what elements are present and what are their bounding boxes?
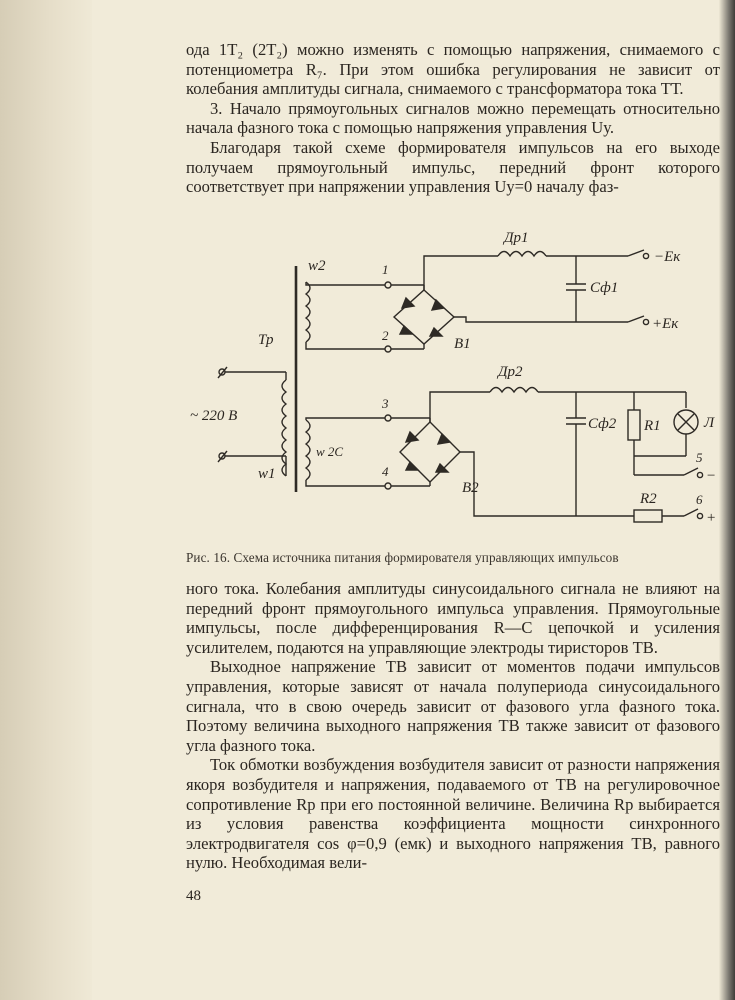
circuit-diagram	[186, 230, 726, 530]
paragraph: ного тока. Колебания амплитуды синусоидального сигнала не влияют на передний фронт прямоугольного импульса управления. Прямоугольные импульсы, после дифференцирования R—C цепочкой и усиления усилителем, подаются на управляющие электроды тиристоров ТВ.	[186, 579, 720, 657]
page-number: 48	[186, 888, 201, 904]
paragraph: Выходное напряжение ТВ зависит от моментов подачи импульсов управления, которые зависят от начала полупериода синусоидального сигнала, что в свою очередь зависит от фазового угла фазного тока. Поэтому величина выходного напряжения ТВ также зависит от фазового угла фазного тока.	[186, 657, 720, 755]
label-node3: 3	[382, 396, 389, 411]
choke-dr1	[498, 252, 546, 257]
label-node1: 1	[382, 262, 389, 277]
page-gutter	[0, 0, 92, 1000]
wire	[306, 418, 386, 420]
terminal-5	[697, 472, 702, 477]
node-1	[385, 282, 391, 288]
paragraph: ода 1T₂ (2T₂) можно изменять с помощью напряжения, снимаемого с потенциометра R₇. При этом ошибка регулирования не зависит от колебания амплитуды сигнала, снимаемого с трансформатора тока ТТ.	[186, 40, 720, 99]
secondary-winding-w2c	[306, 420, 310, 480]
label-b1: В1	[454, 336, 471, 352]
wire	[430, 392, 490, 422]
resistor-r1	[628, 410, 640, 440]
node-4	[385, 483, 391, 489]
label-r1: R1	[644, 418, 661, 434]
paragraph: 3. Начало прямоугольных сигналов можно перемещать относительно начала фазного тока с помощью напряжения управления Uу.	[186, 98, 720, 138]
choke-dr2	[490, 388, 538, 393]
secondary-winding-w2	[306, 282, 310, 342]
wire	[454, 317, 576, 322]
wire	[424, 256, 498, 290]
label-ek-minus: −Ек	[654, 249, 681, 265]
figure-caption: Рис. 16. Схема источника питания формирователя управляющих импульсов	[186, 550, 619, 565]
label-ek-plus: +Ек	[652, 316, 679, 332]
switch	[628, 316, 644, 322]
bridge-b1	[394, 290, 454, 344]
diode	[432, 300, 444, 310]
diode	[406, 432, 418, 442]
resistor-r2	[634, 510, 662, 522]
label-node5: 5	[696, 450, 703, 465]
label-r2: R2	[640, 491, 657, 507]
wire	[306, 480, 386, 486]
diode	[402, 298, 414, 308]
switch	[628, 250, 644, 256]
label-dr1: Др1	[504, 230, 529, 246]
top-text-block	[186, 40, 720, 197]
label-lamp: Л	[704, 415, 715, 431]
node-2	[385, 346, 391, 352]
terminal	[643, 319, 648, 324]
label-plus: +	[706, 510, 717, 526]
bridge-b2	[400, 422, 460, 482]
label-cf2: Сф2	[588, 416, 617, 432]
paragraph: Ток обмотки возбуждения возбудителя зависит от разности напряжения якоря возбудителя и напряжения, подаваемого от ТВ на регулировочное сопротивление Rр при его постоянной величине. Величина Rр выбирается из условия равенства коэффициента мощности синхронного электродвигателя cos φ=0,9 (емк) и выходного напряжения ТВ, равного нулю. Необходимая вели-	[186, 755, 720, 873]
label-minus: −	[706, 468, 717, 484]
label-tr: Тр	[258, 332, 274, 348]
wire	[306, 282, 386, 285]
label-220v: ~ 220 В	[190, 408, 238, 424]
terminal-6	[697, 513, 702, 518]
diode	[400, 326, 412, 334]
wire	[306, 342, 386, 349]
label-b2: В2	[462, 480, 479, 496]
label-node4: 4	[382, 464, 389, 479]
switch	[684, 509, 698, 516]
paragraph: Благодаря такой схеме формирователя импульсов на его выходе получаем прямоугольный импульс, передний фронт которого соответствует при напряжении управления Uу=0 началу фаз-	[186, 137, 720, 197]
node-3	[385, 415, 391, 421]
label-cf1: Сф1	[590, 280, 619, 296]
label-w2c: w 2С	[316, 444, 344, 459]
label-node6: 6	[696, 492, 703, 507]
label-node2: 2	[382, 328, 389, 343]
bottom-text-block	[186, 579, 720, 873]
diode	[438, 434, 450, 444]
label-w1: w1	[258, 466, 276, 482]
diode	[406, 462, 418, 470]
label-dr2: Др2	[498, 364, 523, 380]
switch	[684, 468, 698, 475]
terminal	[643, 253, 648, 258]
label-w2: w2	[308, 258, 326, 274]
